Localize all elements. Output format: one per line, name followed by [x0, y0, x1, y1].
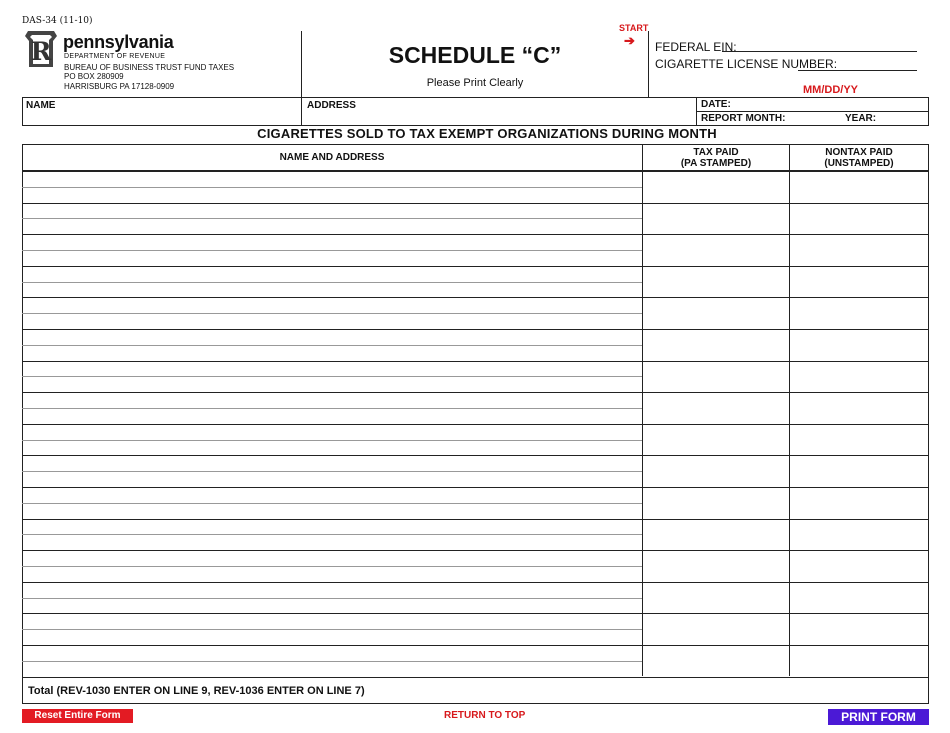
row-tax-paid-input[interactable] — [643, 582, 789, 614]
row-mid-line — [22, 503, 642, 504]
row-tax-paid-input[interactable] — [643, 455, 789, 487]
form-id: DAS-34 (11-10) — [22, 16, 93, 26]
total-tax-paid-input[interactable] — [643, 677, 789, 703]
row-tax-paid-input[interactable] — [643, 613, 789, 645]
row-name-input[interactable] — [23, 171, 642, 187]
row-address-input[interactable] — [23, 534, 642, 550]
federal-ein-input[interactable] — [722, 51, 917, 52]
date-input[interactable] — [730, 98, 928, 111]
row-mid-line — [22, 218, 642, 219]
row-mid-line — [22, 250, 642, 251]
year-input[interactable] — [875, 112, 928, 125]
row-address-input[interactable] — [23, 345, 642, 361]
row-address-input[interactable] — [23, 440, 642, 456]
col-header-tax-paid-line2: (PA STAMPED) — [680, 158, 752, 169]
row-name-input[interactable] — [23, 455, 642, 471]
row-address-input[interactable] — [23, 282, 642, 298]
row-mid-line — [22, 566, 642, 567]
address-line-3: HARRISBURG PA 17128-0909 — [64, 82, 175, 91]
row-nontax-paid-input[interactable] — [790, 266, 928, 298]
row-mid-line — [22, 661, 642, 662]
reset-form-button[interactable]: Reset Entire Form — [22, 709, 133, 723]
row-name-input[interactable] — [23, 550, 642, 566]
page-title: SCHEDULE “C” — [388, 42, 562, 68]
year-label: YEAR: — [845, 113, 877, 124]
header-divider-right — [648, 31, 649, 97]
row-tax-paid-input[interactable] — [643, 361, 789, 393]
start-arrow-icon: ➔ — [624, 33, 635, 48]
row-nontax-paid-input[interactable] — [790, 613, 928, 645]
report-month-label: REPORT MONTH: — [701, 113, 786, 124]
row-nontax-paid-input[interactable] — [790, 234, 928, 266]
row-address-input[interactable] — [23, 503, 642, 519]
row-address-input[interactable] — [23, 376, 642, 392]
row-name-input[interactable] — [23, 613, 642, 629]
col-header-nontax-paid-line2: (UNSTAMPED) — [824, 158, 894, 169]
row-tax-paid-input[interactable] — [643, 297, 789, 329]
address-line-2: PO BOX 280909 — [64, 72, 124, 81]
row-tax-paid-input[interactable] — [643, 329, 789, 361]
date-format-hint: MM/DD/YY — [803, 84, 858, 96]
col-header-name-address: NAME AND ADDRESS — [279, 152, 385, 163]
date-label: DATE: — [701, 99, 731, 110]
row-tax-paid-input[interactable] — [643, 234, 789, 266]
address-input[interactable] — [302, 98, 696, 125]
row-nontax-paid-input[interactable] — [790, 645, 928, 677]
section-title: CIGARETTES SOLD TO TAX EXEMPT ORGANIZATIONS DURING MONTH — [257, 126, 717, 141]
row-address-input[interactable] — [23, 598, 642, 614]
name-input[interactable] — [23, 98, 301, 125]
row-tax-paid-input[interactable] — [643, 203, 789, 235]
row-address-input[interactable] — [23, 408, 642, 424]
agency-name: pennsylvania — [63, 32, 174, 52]
total-nontax-paid-input[interactable] — [790, 677, 928, 703]
row-nontax-paid-input[interactable] — [790, 329, 928, 361]
row-address-input[interactable] — [23, 471, 642, 487]
col-header-tax-paid-line1: TAX PAID — [693, 147, 739, 158]
row-name-input[interactable] — [23, 329, 642, 345]
row-address-input[interactable] — [23, 187, 642, 203]
row-name-input[interactable] — [23, 266, 642, 282]
row-address-input[interactable] — [23, 313, 642, 329]
row-tax-paid-input[interactable] — [643, 645, 789, 677]
col-header-tax-paid — [643, 147, 789, 169]
report-month-input[interactable] — [780, 112, 840, 125]
row-name-input[interactable] — [23, 361, 642, 377]
row-name-input[interactable] — [23, 234, 642, 250]
row-address-input[interactable] — [23, 629, 642, 645]
row-tax-paid-input[interactable] — [643, 171, 789, 203]
row-mid-line — [22, 598, 642, 599]
row-name-input[interactable] — [23, 424, 642, 440]
table-bottom-border — [22, 703, 929, 704]
row-mid-line — [22, 187, 642, 188]
row-mid-line — [22, 440, 642, 441]
row-nontax-paid-input[interactable] — [790, 297, 928, 329]
col-header-nontax-paid-line1: NONTAX PAID — [825, 147, 893, 158]
row-tax-paid-input[interactable] — [643, 266, 789, 298]
start-label: START — [619, 23, 649, 33]
keystone-logo-icon — [25, 31, 57, 67]
row-nontax-paid-input[interactable] — [790, 392, 928, 424]
row-nontax-paid-input[interactable] — [790, 171, 928, 203]
row-address-input[interactable] — [23, 566, 642, 582]
row-nontax-paid-input[interactable] — [790, 203, 928, 235]
return-to-top-link[interactable]: RETURN TO TOP — [444, 710, 526, 721]
row-mid-line — [22, 408, 642, 409]
page-subtitle: Please Print Clearly — [426, 77, 524, 89]
row-name-input[interactable] — [23, 297, 642, 313]
row-nontax-paid-input[interactable] — [790, 455, 928, 487]
row-nontax-paid-input[interactable] — [790, 519, 928, 551]
row-tax-paid-input[interactable] — [643, 487, 789, 519]
row-name-input[interactable] — [23, 203, 642, 219]
table-top-border — [22, 144, 929, 145]
row-nontax-paid-input[interactable] — [790, 487, 928, 519]
svg-text:R: R — [30, 37, 52, 66]
row-mid-line — [22, 376, 642, 377]
federal-ein-label: FEDERAL EIN: — [655, 40, 737, 54]
row-tax-paid-input[interactable] — [643, 424, 789, 456]
row-name-input[interactable] — [23, 582, 642, 598]
row-name-input[interactable] — [23, 519, 642, 535]
row-mid-line — [22, 313, 642, 314]
row-address-input[interactable] — [23, 250, 642, 266]
row-address-input[interactable] — [23, 661, 642, 677]
row-tax-paid-input[interactable] — [643, 392, 789, 424]
row-nontax-paid-input[interactable] — [790, 361, 928, 393]
row-mid-line — [22, 471, 642, 472]
col-header-nontax-paid — [790, 147, 928, 169]
row-tax-paid-input[interactable] — [643, 550, 789, 582]
name-label: NAME — [26, 100, 56, 111]
row-mid-line — [22, 345, 642, 346]
row-name-input[interactable] — [23, 392, 642, 408]
cigarette-license-label: CIGARETTE LICENSE NUMBER: — [655, 57, 838, 71]
row-tax-paid-input[interactable] — [643, 519, 789, 551]
row-nontax-paid-input[interactable] — [790, 424, 928, 456]
department-name: DEPARTMENT OF REVENUE — [64, 53, 166, 60]
row-address-input[interactable] — [23, 218, 642, 234]
row-mid-line — [22, 534, 642, 535]
address-line-1: BUREAU OF BUSINESS TRUST FUND TAXES — [64, 63, 235, 72]
row-name-input[interactable] — [23, 487, 642, 503]
row-name-input[interactable] — [23, 645, 642, 661]
cigarette-license-input[interactable] — [798, 70, 917, 71]
row-nontax-paid-input[interactable] — [790, 582, 928, 614]
print-form-button[interactable]: PRINT FORM — [828, 709, 929, 725]
row-mid-line — [22, 282, 642, 283]
total-label: Total (REV-1030 ENTER ON LINE 9, REV-1036 ENTER ON LINE 7) — [28, 685, 365, 697]
row-mid-line — [22, 629, 642, 630]
row-nontax-paid-input[interactable] — [790, 550, 928, 582]
address-label: ADDRESS — [307, 100, 356, 111]
